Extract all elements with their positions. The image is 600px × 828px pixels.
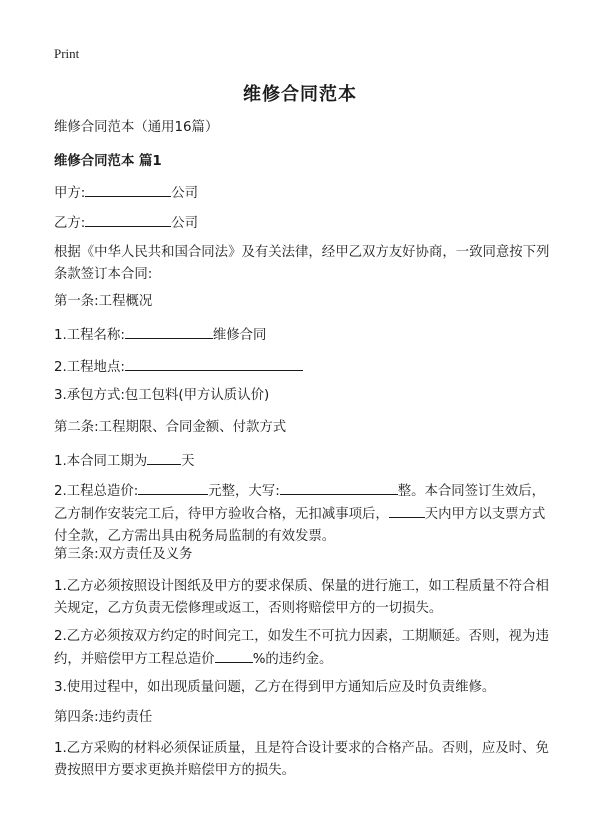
article-3-heading: 第三条:双方责任及义务 (54, 547, 193, 562)
intro-paragraph: 根据《中华人民共和国合同法》及有关法律，经甲乙双方友好协商，一致同意按下列条款签订本合同: (54, 245, 550, 282)
party-a-suffix: 公司 (171, 186, 199, 201)
total-cost-label: 2.工程总造价: (54, 484, 139, 499)
total-cost-uppercase-label: 元整，大写: (208, 484, 280, 499)
article-1-item-2 (54, 356, 554, 378)
article-2-heading: 第二条:工程期限、合同金额、付款方式 (54, 420, 287, 435)
total-cost-blank (138, 480, 208, 495)
project-name-label: 1.工程名称: (54, 328, 125, 343)
party-b-label: 乙方: (54, 216, 86, 231)
article-4-heading: 第四条:违约责任 (54, 710, 153, 725)
payment-terms-text-2: 天内甲方以支票方式付全款，乙方需出具由税务局监制的有效发票。 (54, 507, 546, 544)
duration-unit: 天 (181, 454, 195, 469)
article-1-item-1 (54, 324, 554, 346)
article-3-item-3: 3.使用过程中，如出现质量问题，乙方在得到甲方通知后应及时负责维修。 (54, 680, 496, 695)
article-2-item-2 (54, 480, 554, 548)
project-name-blank (125, 324, 213, 339)
payment-terms-text-1: 整。本合同签订生效后，乙方制作安装完工后，待甲方验收合格，无扣减事项后， (54, 484, 546, 522)
article-3-item-2 (54, 626, 554, 671)
document-title: 维修合同范本 (243, 84, 357, 105)
delay-penalty-text: 2.乙方必须按双方约定的时间完工，如发生不可抗力因素，工期顺延。否则，视为违约，并赔偿甲方工程总造价 (54, 629, 549, 667)
article-3-item-1: 1.乙方必须按照设计图纸及甲方的要求保质、保量的进行施工，如工程质量不符合相关规定，乙方负责无偿修理或返工，否则将赔偿甲方的一切损失。 (54, 579, 549, 616)
duration-blank (147, 450, 181, 465)
project-location-blank (125, 356, 303, 371)
party-a-label: 甲方: (54, 186, 86, 201)
party-b-blank (85, 212, 171, 227)
print-link[interactable]: Print (54, 46, 80, 61)
payment-days-blank (389, 503, 425, 518)
section-title: 维修合同范本 篇1 (54, 154, 162, 169)
article-2-item-1 (54, 450, 554, 472)
total-cost-uppercase-blank (280, 480, 398, 495)
article-1-heading: 第一条:工程概况 (54, 294, 153, 309)
penalty-percent-blank (215, 648, 253, 663)
project-location-label: 2.工程地点: (54, 360, 125, 375)
party-b-line (54, 212, 554, 234)
article-4-item-1: 1.乙方采购的材料必须保证质量，且是符合设计要求的合格产品。否则，应及时、免费按照甲方要求更换并赔偿甲方的损失。 (54, 741, 549, 778)
party-a-blank (85, 182, 171, 197)
article-1-item-3: 3.承包方式:包工包料(甲方认质认价) (54, 388, 270, 403)
project-name-value: 维修合同 (212, 328, 267, 343)
penalty-percent-suffix: %的违约金。 (252, 652, 333, 667)
party-b-suffix: 公司 (171, 216, 199, 231)
party-a-line (54, 182, 554, 204)
duration-label: 1.本合同工期为 (54, 454, 148, 469)
document-subtitle: 维修合同范本（通用16篇） (54, 120, 219, 135)
